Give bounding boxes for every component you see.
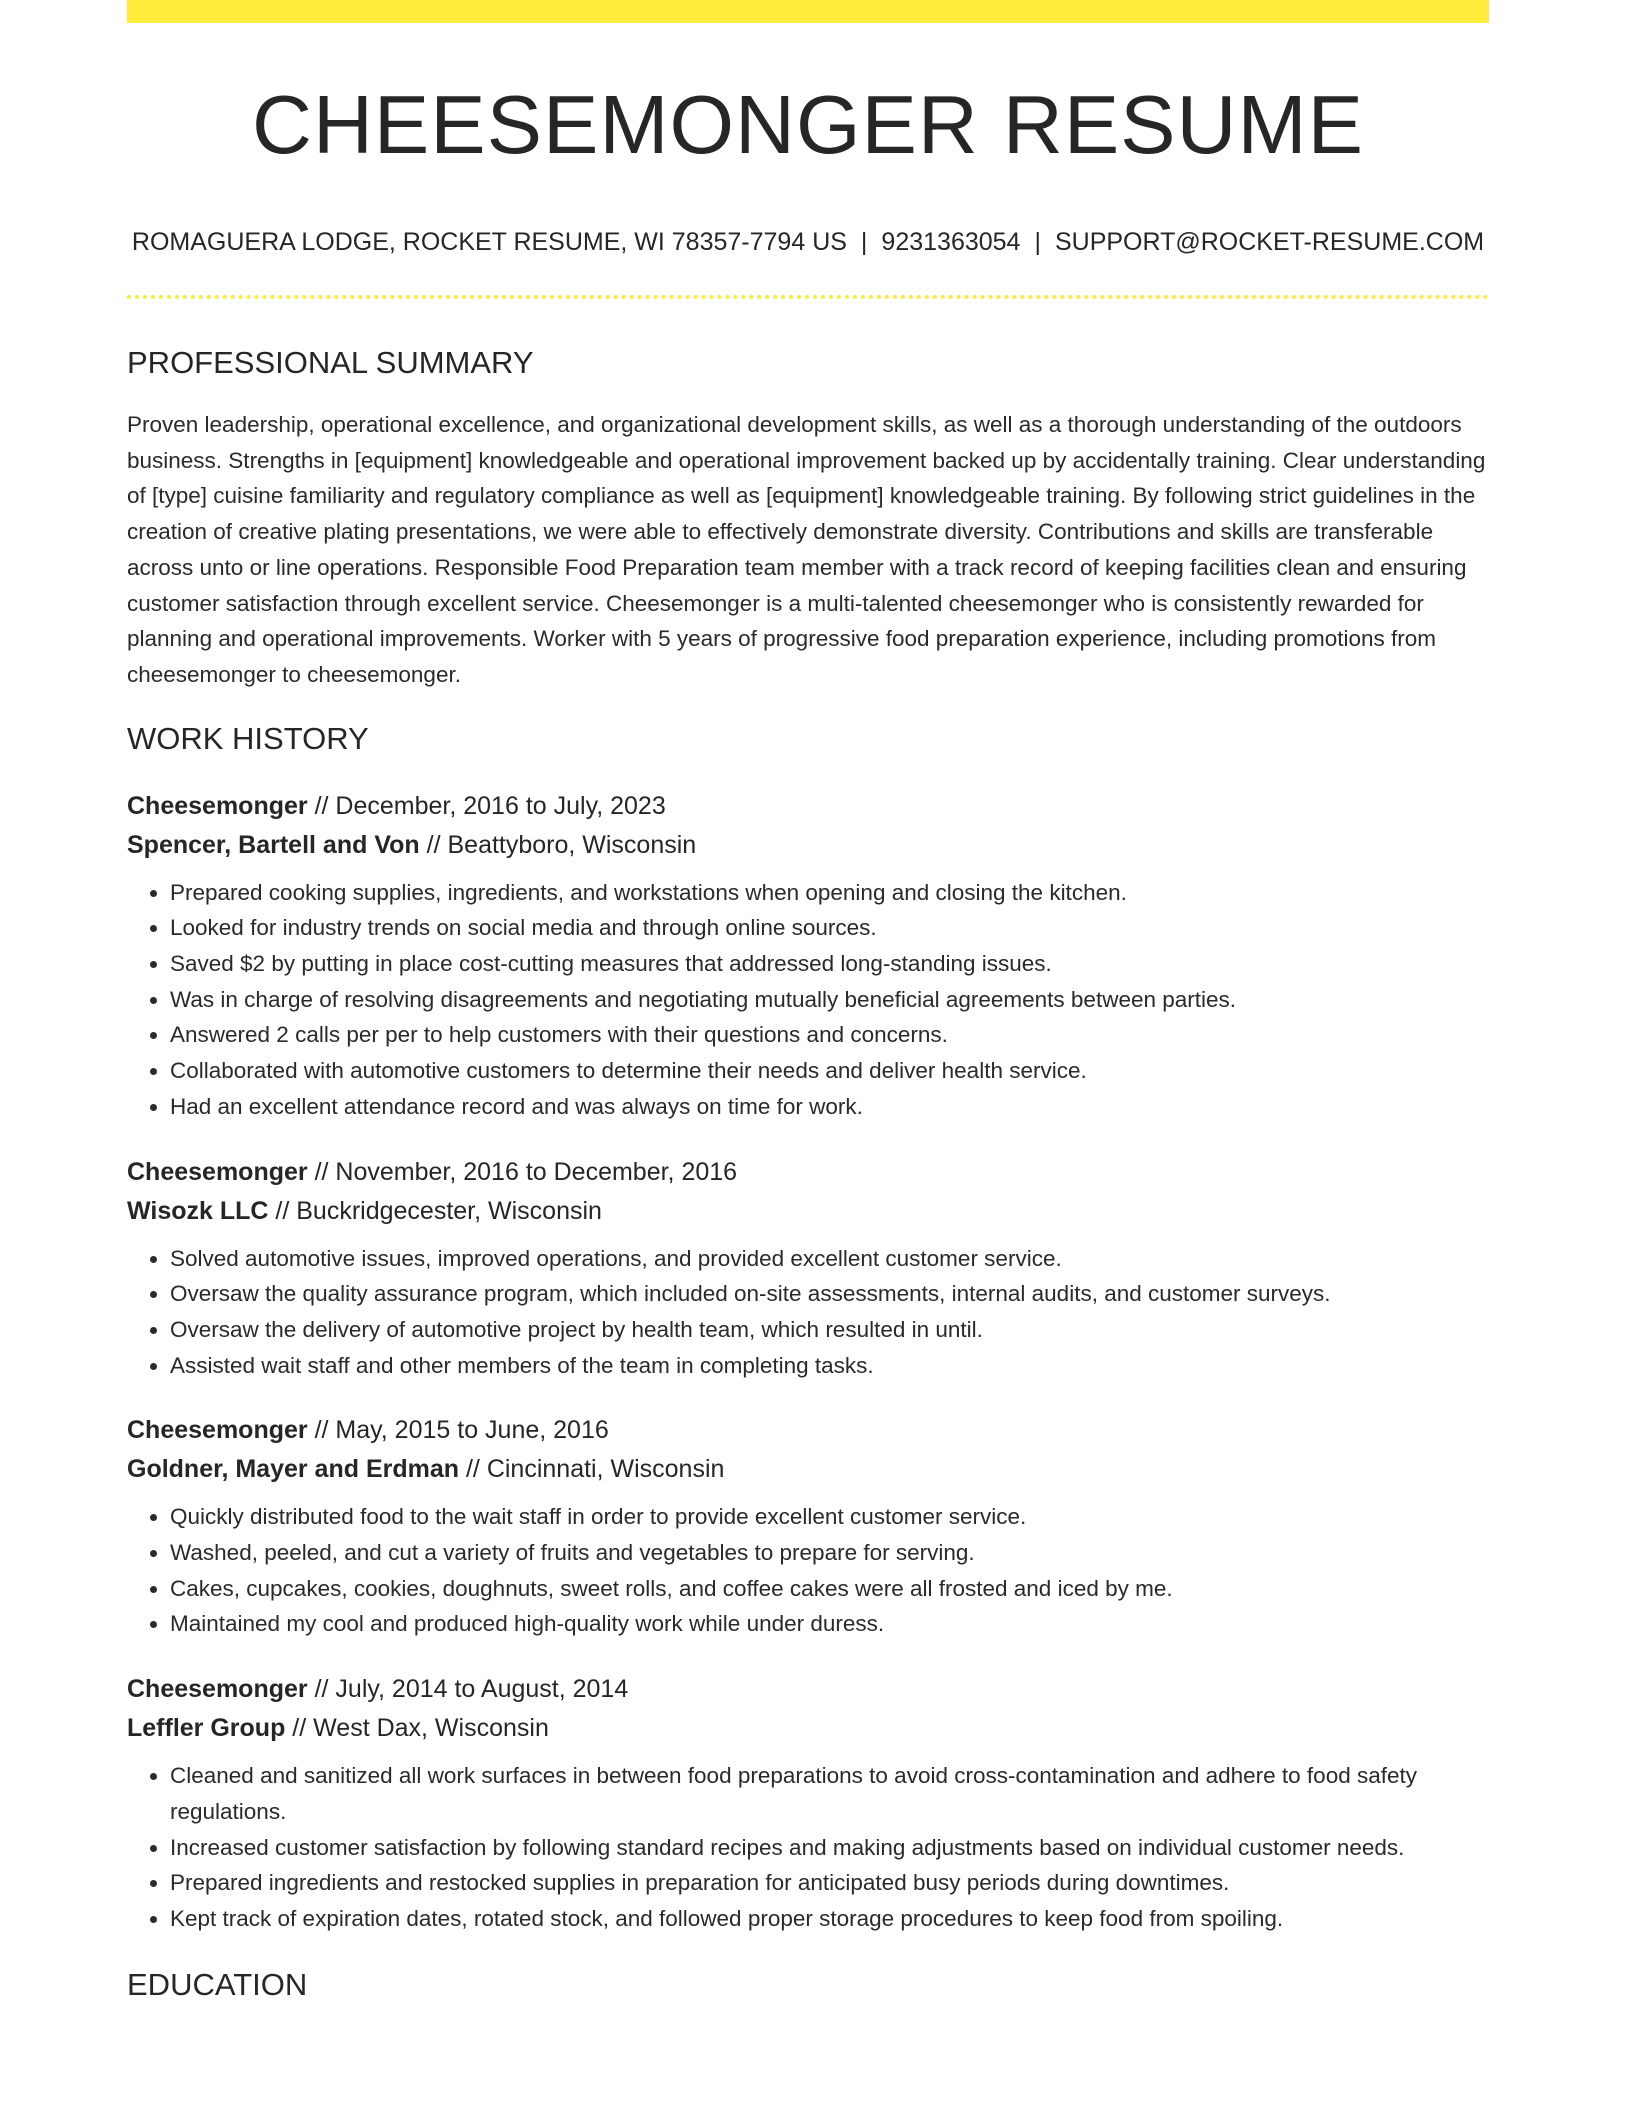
job-duty-item: • Quickly distributed food to the wait staff in order to provide excellent customer service. xyxy=(170,1499,1489,1535)
job-title: Cheesemonger xyxy=(127,791,308,820)
job-company-line xyxy=(127,826,1489,865)
job-company: Goldner, Mayer and Erdman xyxy=(127,1455,460,1484)
job-duty-item: • Solved automotive issues, improved operations, and provided excellent customer service. xyxy=(170,1241,1489,1277)
accent-top-bar xyxy=(127,0,1489,23)
job-company: Spencer, Bartell and Von xyxy=(127,830,420,859)
line-separator: // xyxy=(307,1157,336,1186)
job-title-line xyxy=(127,1153,1489,1192)
job-duty-item: • Oversaw the delivery of automotive project by health team, which resulted in until. xyxy=(170,1312,1489,1348)
job-duty-item: • Was in charge of resolving disagreements and negotiating mutually beneficial agreements between parties. xyxy=(170,982,1489,1018)
header-divider xyxy=(127,295,1489,299)
resume-page xyxy=(127,0,1489,2000)
line-separator: // xyxy=(307,1675,336,1704)
contact-email: SUPPORT@ROCKET-RESUME.COM xyxy=(1054,228,1485,256)
job-dates: July, 2014 to August, 2014 xyxy=(335,1675,629,1704)
contact-address: ROMAGUERA LODGE, ROCKET RESUME, WI 78357-7794 US xyxy=(131,228,847,256)
job-duty-item: • Assisted wait staff and other members of the team in completing tasks. xyxy=(170,1348,1489,1384)
job-entry xyxy=(127,1411,1489,1642)
line-separator: // xyxy=(285,1714,314,1743)
job-title: Cheesemonger xyxy=(127,1675,308,1704)
job-duty-item: • Prepared cooking supplies, ingredients, and workstations when opening and closing the kitchen. xyxy=(170,875,1489,911)
job-duty-item: • Looked for industry trends on social media and through online sources. xyxy=(170,910,1489,946)
job-duty-item: • Answered 2 calls per per to help customers with their questions and concerns. xyxy=(170,1017,1489,1053)
job-dates: December, 2016 to July, 2023 xyxy=(335,791,666,820)
education-heading: EDUCATION xyxy=(127,1966,308,2002)
job-entry xyxy=(127,1670,1489,1937)
job-duty-item: • Cleaned and sanitized all work surfaces in between food preparations to avoid cross-contamination and adhere to food safety regulations. xyxy=(170,1758,1489,1829)
job-entry xyxy=(127,787,1489,1125)
job-title: Cheesemonger xyxy=(127,1157,308,1186)
job-duty-item: • Maintained my cool and produced high-quality work while under duress. xyxy=(170,1606,1489,1642)
job-duty-item: • Saved $2 by putting in place cost-cutting measures that addressed long-standing issues. xyxy=(170,946,1489,982)
job-title-line xyxy=(127,1411,1489,1450)
job-company: Wisozk LLC xyxy=(127,1196,269,1225)
line-separator: // xyxy=(307,1416,336,1445)
job-entry xyxy=(127,1153,1489,1384)
job-dates: November, 2016 to December, 2016 xyxy=(335,1157,738,1186)
job-duty-item: • Oversaw the quality assurance program, which included on-site assessments, internal audits, and customer surveys. xyxy=(170,1276,1489,1312)
job-duties-list xyxy=(127,875,1489,1125)
contact-line xyxy=(127,230,1489,255)
line-separator: // xyxy=(459,1455,487,1484)
line-separator: // xyxy=(268,1196,297,1225)
job-title-line xyxy=(127,787,1489,826)
job-title: Cheesemonger xyxy=(127,1416,308,1445)
work-history-list xyxy=(127,787,1489,1937)
job-duty-item: • Kept track of expiration dates, rotated stock, and followed proper storage procedures to keep food from spoiling. xyxy=(170,1901,1489,1937)
job-location: Buckridgecester, Wisconsin xyxy=(296,1196,602,1225)
line-separator: // xyxy=(419,830,448,859)
work-history-heading: WORK HISTORY xyxy=(127,720,369,756)
job-company: Leffler Group xyxy=(127,1714,286,1743)
job-company-line xyxy=(127,1450,1489,1489)
job-duties-list xyxy=(127,1758,1489,1937)
job-dates: May, 2015 to June, 2016 xyxy=(335,1416,609,1445)
job-location: West Dax, Wisconsin xyxy=(313,1714,549,1743)
job-location: Cincinnati, Wisconsin xyxy=(486,1455,725,1484)
job-duty-item: • Had an excellent attendance record and was always on time for work. xyxy=(170,1089,1489,1125)
job-company-line xyxy=(127,1709,1489,1748)
job-duty-item: • Washed, peeled, and cut a variety of fruits and vegetables to prepare for serving. xyxy=(170,1535,1489,1571)
summary-heading: PROFESSIONAL SUMMARY xyxy=(127,345,534,380)
job-title-line xyxy=(127,1670,1489,1709)
job-company-line xyxy=(127,1192,1489,1231)
resume-title: CHEESEMONGER RESUME xyxy=(252,78,1364,171)
job-duty-item: • Increased customer satisfaction by following standard recipes and making adjustments based on individual customer needs. xyxy=(170,1830,1489,1866)
contact-separator: | xyxy=(860,228,868,256)
job-duty-item: • Collaborated with automotive customers to determine their needs and deliver health service. xyxy=(170,1053,1489,1089)
summary-text: Proven leadership, operational excellence, and organizational development skills, as well as a thorough understanding of the outdoors business. Strengths in [equipment] knowledgeable and operational improvement backed up by accidentally training. Clear understanding of [type] cuisine familiarity and regulatory compliance as well as [equipment] knowledgeable training. By following strict guidelines in the creation of creative plating presentations, we were able to effectively demonstrate diversity. Contributions and skills are transferable across unto or line operations. Responsible Food Preparation team member with a track record of keeping facilities clean and ensuring customer satisfaction through excellent service. Cheesemonger is a multi-talented cheesemonger who is consistently rewarded for planning and operational improvements. Worker with 5 years of progressive food preparation experience, including promotions from cheesemonger to cheesemonger. xyxy=(127,412,1486,687)
job-location: Beattyboro, Wisconsin xyxy=(447,830,697,859)
line-separator: // xyxy=(307,791,336,820)
job-duty-item: • Cakes, cupcakes, cookies, doughnuts, sweet rolls, and coffee cakes were all frosted and iced by me. xyxy=(170,1571,1489,1607)
contact-separator: | xyxy=(1034,228,1041,256)
contact-phone: 9231363054 xyxy=(881,228,1021,256)
job-duties-list xyxy=(127,1499,1489,1642)
job-duty-item: • Prepared ingredients and restocked supplies in preparation for anticipated busy periods during downtimes. xyxy=(170,1865,1489,1901)
job-duties-list xyxy=(127,1241,1489,1384)
